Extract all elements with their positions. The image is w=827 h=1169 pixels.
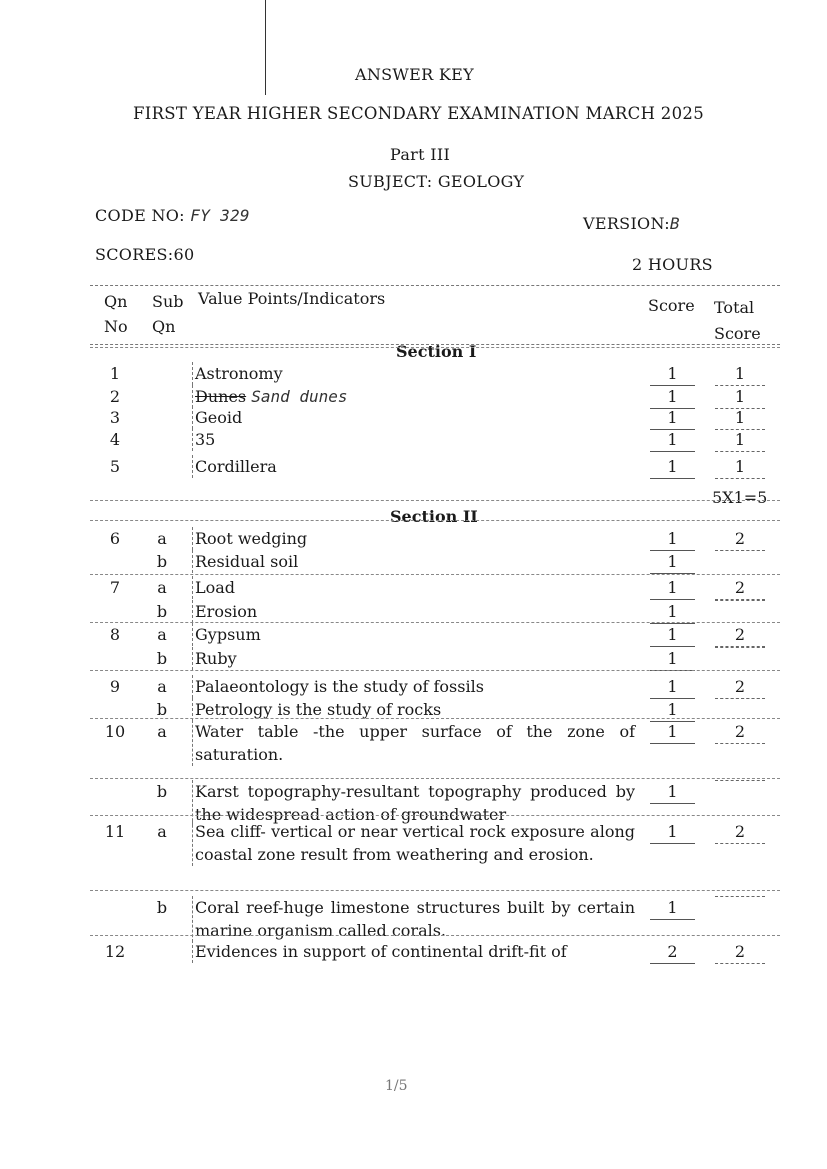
row-divider xyxy=(90,718,780,719)
scores-label: SCORES:60 xyxy=(95,245,195,264)
total-score: 1 xyxy=(715,362,765,386)
score: 2 xyxy=(650,940,695,964)
row-divider xyxy=(90,347,780,348)
doc-title: ANSWER KEY xyxy=(355,65,474,84)
score: 1 xyxy=(650,896,695,920)
question-number: 10 xyxy=(104,722,126,741)
value-points xyxy=(192,385,635,408)
sub-question: b xyxy=(156,649,168,668)
total-score: 2 xyxy=(715,720,765,744)
question-number: 9 xyxy=(109,677,121,696)
header-value: Value Points/Indicators xyxy=(198,289,386,308)
sub-question: a xyxy=(157,578,167,597)
section-1-heading: Section I xyxy=(396,342,477,361)
question-number: 2 xyxy=(109,387,121,406)
total-score: 1 xyxy=(715,455,765,479)
table-header xyxy=(90,285,780,345)
score: 1 xyxy=(650,362,695,386)
header-total: Total Score xyxy=(714,298,761,343)
question-number: 4 xyxy=(109,430,121,449)
row-divider xyxy=(90,935,780,936)
sub-question: a xyxy=(157,822,167,841)
score: 1 xyxy=(650,428,695,452)
scan-mark-line xyxy=(265,0,266,95)
question-number: 6 xyxy=(109,529,121,548)
question-number: 5 xyxy=(109,457,121,476)
sub-question: b xyxy=(156,898,168,917)
total-score xyxy=(715,896,765,897)
version xyxy=(583,214,680,233)
question-number: 7 xyxy=(109,578,121,597)
version-label: VERSION: xyxy=(583,214,670,233)
row-divider xyxy=(90,520,780,521)
value-points: Evidences in support of continental drift-fit of xyxy=(192,940,635,963)
row-divider xyxy=(90,500,780,501)
value-points: 35 xyxy=(192,428,635,451)
score: 1 xyxy=(650,576,695,600)
value-points: Sea cliff- vertical or near vertical rock exposure along coastal zone result from weathering and erosion. xyxy=(192,820,635,866)
header-score: Score xyxy=(648,296,695,315)
total-score xyxy=(715,550,765,551)
section-2-heading: Section II xyxy=(390,507,478,526)
row-divider xyxy=(90,815,780,816)
sub-question: b xyxy=(156,552,168,571)
score: 1 xyxy=(650,406,695,430)
header-sub: Sub Qn xyxy=(152,292,184,336)
row-divider xyxy=(90,778,780,779)
score: 1 xyxy=(650,820,695,844)
value-points: Residual soil xyxy=(192,550,635,573)
sub-question: a xyxy=(157,625,167,644)
sub-question: a xyxy=(157,722,167,741)
code-label: CODE NO: xyxy=(95,206,185,225)
score: 1 xyxy=(650,675,695,699)
version-value: B xyxy=(669,214,680,233)
score: 1 xyxy=(650,647,695,671)
total-score xyxy=(715,780,765,781)
row-divider xyxy=(90,890,780,891)
value-points: Water table -the upper surface of the zone of saturation. xyxy=(192,720,635,766)
score: 1 xyxy=(650,720,695,744)
subject-label: SUBJECT: GEOLOGY xyxy=(348,172,525,191)
total-score: 2 xyxy=(715,527,765,551)
page-number: 1/5 xyxy=(385,1078,408,1094)
struck-answer: Dunes xyxy=(195,387,247,406)
total-score xyxy=(715,647,765,648)
code-value: FY 329 xyxy=(190,206,250,225)
value-points: Cordillera xyxy=(192,455,635,478)
handwritten-correction: Sand dunes xyxy=(251,387,348,406)
header-qn: Qn No xyxy=(104,292,128,336)
total-score: 2 xyxy=(715,576,765,600)
score: 1 xyxy=(650,780,695,804)
question-number: 3 xyxy=(109,408,121,427)
total-score: 2 xyxy=(715,940,765,964)
value-points: Load xyxy=(192,576,635,599)
duration-label: 2 HOURS xyxy=(632,255,713,274)
total-score xyxy=(715,698,765,699)
score: 1 xyxy=(650,698,695,722)
score: 1 xyxy=(650,527,695,551)
total-score: 1 xyxy=(715,406,765,430)
value-points: Ruby xyxy=(192,647,635,670)
question-number: 8 xyxy=(109,625,121,644)
row-divider xyxy=(90,574,780,575)
part-label: Part III xyxy=(390,145,451,164)
sub-question: a xyxy=(157,677,167,696)
sub-question: a xyxy=(157,529,167,548)
row-divider xyxy=(90,670,780,671)
total-score xyxy=(715,600,765,601)
code-no xyxy=(95,206,250,225)
value-points: Erosion xyxy=(192,600,635,623)
score: 1 xyxy=(650,600,695,624)
row-divider xyxy=(90,622,780,623)
question-number: 11 xyxy=(104,822,126,841)
total-score: 1 xyxy=(715,385,765,409)
score: 1 xyxy=(650,550,695,574)
total-score: 2 xyxy=(715,623,765,647)
value-points: Petrology is the study of rocks xyxy=(192,698,635,721)
section-1-total: 5X1=5 xyxy=(712,488,768,507)
value-points: Geoid xyxy=(192,406,635,429)
score: 1 xyxy=(650,385,695,409)
question-number: 12 xyxy=(104,942,126,961)
value-points: Astronomy xyxy=(192,362,635,385)
value-points: Root wedging xyxy=(192,527,635,550)
total-score: 2 xyxy=(715,820,765,844)
sub-question: b xyxy=(156,602,168,621)
sub-question: b xyxy=(156,700,168,719)
value-points: Coral reef-huge limestone structures built by certain marine organism called corals. xyxy=(192,896,635,942)
exam-title: FIRST YEAR HIGHER SECONDARY EXAMINATION MARCH 2025 xyxy=(133,104,704,123)
value-points: Palaeontology is the study of fossils xyxy=(192,675,635,698)
score: 1 xyxy=(650,455,695,479)
value-points: Karst topography-resultant topography produced by the widespread action of groundwater xyxy=(192,780,635,826)
value-points: Gypsum xyxy=(192,623,635,646)
total-score: 2 xyxy=(715,675,765,699)
sub-question: b xyxy=(156,782,168,801)
question-number: 1 xyxy=(109,364,121,383)
score: 1 xyxy=(650,623,695,647)
total-score: 1 xyxy=(715,428,765,452)
